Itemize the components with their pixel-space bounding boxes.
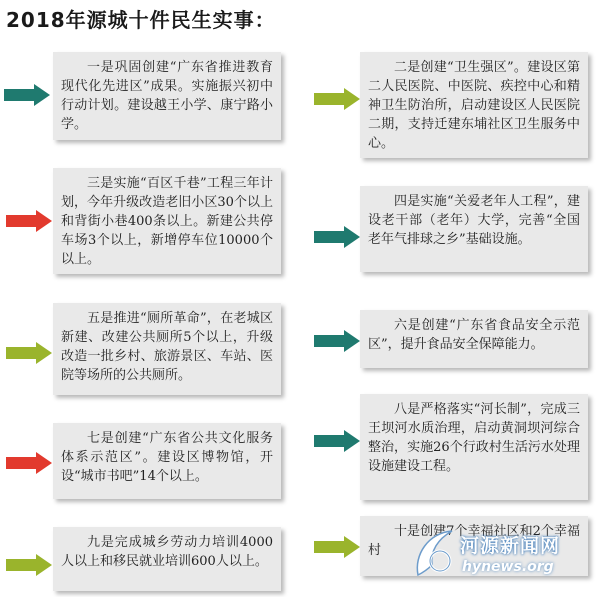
arrow-icon — [4, 84, 50, 106]
arrow-icon — [314, 536, 360, 558]
watermark-url: hynews.org — [462, 559, 554, 575]
arrow-icon — [6, 554, 52, 576]
arrow-icon — [314, 88, 360, 110]
item-card-4: 四是实施“关爱老年人工程”，建设老干部（老年）大学，完善“全国老年气排球之乡”基础设施。 — [360, 186, 588, 272]
arrow-icon — [314, 330, 360, 352]
watermark-logo — [410, 525, 578, 583]
item-card-5: 五是推进“厕所革命”，在老城区新建、改建公共厕所5个以上，升级改造一批乡村、旅游景区、车站、医院等场所的公共厕所。 — [53, 303, 281, 395]
item-card-6: 六是创建“广东省食品安全示范区”，提升食品安全保障能力。 — [360, 310, 588, 368]
item-card-8: 八是严格落实“河长制”，完成三王坝河水质治理，启动黄洞坝河综合整治，实施26个行政村生活污水处理设施建设工程。 — [360, 394, 588, 500]
item-card-10: 十是创建7个幸福社区和2个幸福村 — [360, 516, 588, 576]
item-card-7: 七是创建“广东省公共文化服务体系示范区”。建设区博物馆，开设“城市书吧”14个以上。 — [53, 423, 281, 499]
arrow-icon — [6, 210, 52, 232]
arrow-icon — [314, 430, 360, 452]
item-card-2: 二是创建“卫生强区”。建设区第二人民医院、中医院、疾控中心和精神卫生防治所，启动建设区人民医院二期，支持迁建东埔社区卫生服务中心。 — [360, 52, 588, 158]
arrow-icon — [6, 452, 52, 474]
watermark-name: 河源新闻网 — [460, 535, 561, 557]
item-card-3: 三是实施“百区千巷”工程三年计划，今年升级改造老旧小区30个以上和背街小巷400条以上。新建公共停车场3个以上，新增停车位10000个以上。 — [53, 168, 281, 274]
logo-icon — [410, 525, 460, 583]
arrow-icon — [314, 226, 360, 248]
item-card-9: 九是完成城乡劳动力培训4000人以上和移民就业培训600人以上。 — [53, 527, 281, 591]
item-card-1: 一是巩固创建“广东省推进教育现代化先进区”成果。实施振兴初中行动计划。建设越王小学、康宁路小学。 — [53, 52, 281, 140]
page-title: 2018年源城十件民生实事： — [6, 8, 276, 32]
arrow-icon — [6, 342, 52, 364]
